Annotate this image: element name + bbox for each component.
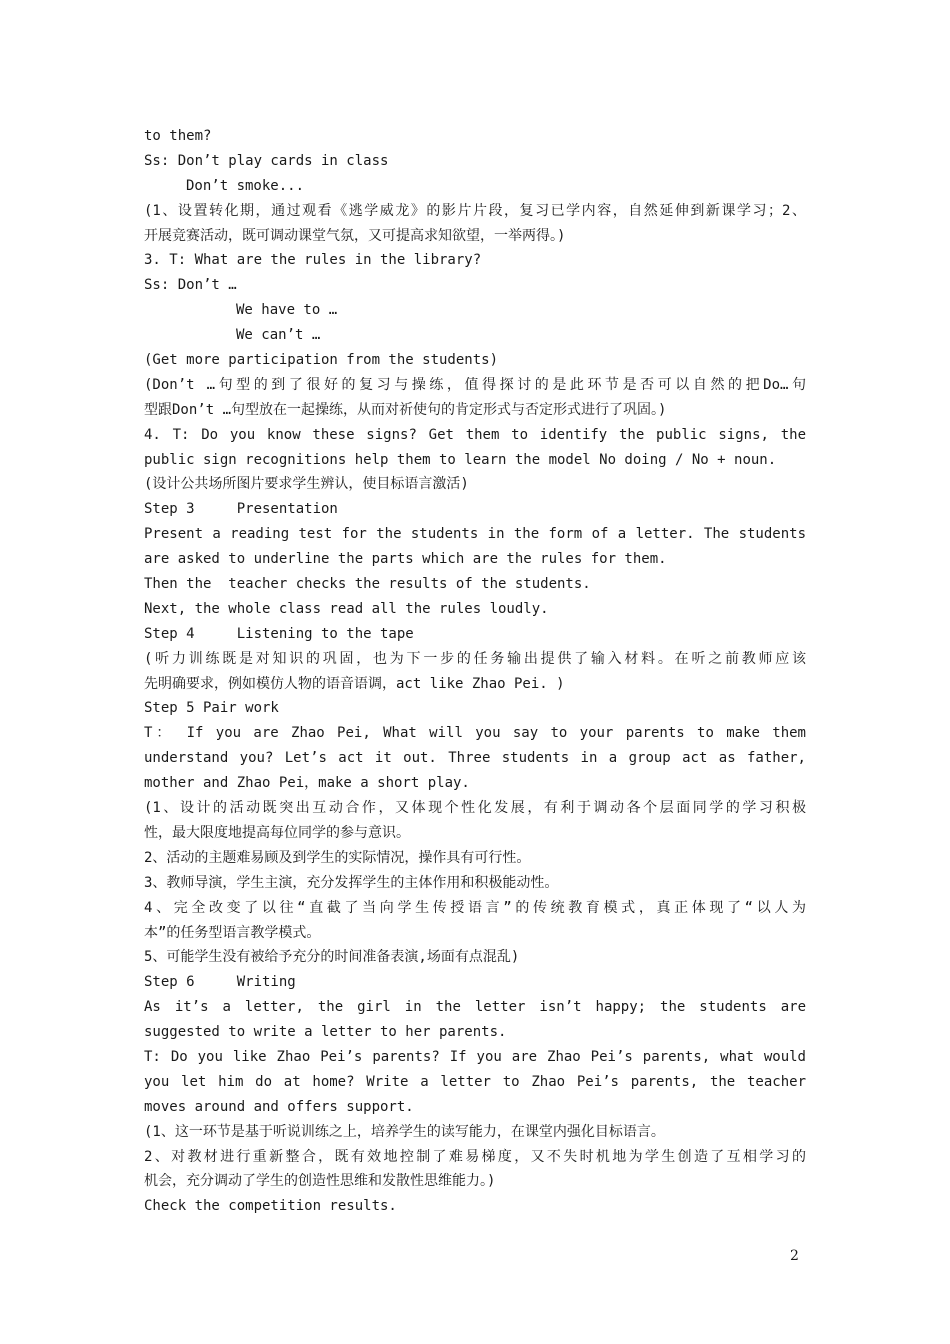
text-line: mother and Zhao Pei，make a short play. [144, 775, 470, 792]
text-line: are asked to underline the parts which are the rules for them. [144, 551, 667, 568]
text-line: T: Do you like Zhao Pei’s parents? If you are Zhao Pei’s parents, what would [144, 1048, 806, 1065]
text-line: 先明确要求，例如模仿人物的语音语调，act like Zhao Pei. ) [144, 675, 565, 692]
text-line: (1、这一环节是基于听说训练之上，培养学生的读写能力，在课堂内强化目标语言。 [144, 1123, 665, 1140]
text-line: (Don’t …句型的到了很好的复习与操练，值得探讨的是此环节是否可以自然的把Do…句 [144, 376, 806, 393]
text-line: public sign recognitions help them to learn the model No doing / No + noun. [144, 451, 777, 468]
text-line: 性，最大限度地提高每位同学的参与意识。 [144, 824, 410, 841]
text-line: 2、对教材进行重新整合，既有效地控制了难易梯度，又不失时机地为学生创造了互相学习的 [144, 1148, 806, 1165]
text-line: (Get more participation from the students) [144, 352, 499, 369]
text-line: (听力训练既是对知识的巩固，也为下一步的任务输出提供了输入材料。在听之前教师应该 [144, 650, 806, 667]
text-line: We can’t … [236, 327, 321, 344]
text-line: you let him do at home? Write a letter to Zhao Pei’s parents, the teacher [144, 1073, 806, 1090]
text-line: 2、活动的主题难易顾及到学生的实际情况，操作具有可行性。 [144, 849, 531, 866]
text-line: We have to … [236, 302, 338, 319]
text-line: 机会，充分调动了学生的创造性思维和发散性思维能力。) [144, 1173, 496, 1190]
document-page [144, 124, 806, 1219]
text-line: 3、教师导演，学生主演，充分发挥学生的主体作用和积极能动性。 [144, 874, 559, 891]
text-line: Ss: Don’t … [144, 277, 237, 294]
page-number: 2 [790, 1248, 799, 1264]
text-line: Ss: Don’t play cards in class [144, 152, 389, 169]
text-line: 开展竞赛活动，既可调动课堂气氛，又可提高求知欲望，一举两得。) [144, 227, 566, 244]
text-line: to them? [144, 128, 212, 144]
text-line: moves around and offers support. [144, 1098, 414, 1115]
text-line: As it’s a letter, the girl in the letter isn’t happy; the students are [144, 999, 806, 1016]
text-line: 本”的任务型语言教学模式。 [144, 924, 321, 941]
text-line: Next, the whole class read all the rules loudly. [144, 600, 549, 617]
text-line: (1、设置转化期，通过观看《逃学威龙》的影片片段，复习已学内容，自然延伸到新课学习；2、 [144, 202, 806, 219]
text-line: Step 3 Presentation [144, 501, 338, 518]
text-line: (设计公共场所图片要求学生辨认，使目标语言激活) [144, 476, 469, 493]
text-line: 3. T: What are the rules in the library? [144, 252, 482, 269]
text-line: 5、可能学生没有被给予充分的时间准备表演,场面有点混乱) [144, 949, 520, 966]
text-line: Check the competition results. [144, 1198, 397, 1215]
text-line: understand you? Let’s act it out. Three students in a group act as father, [144, 750, 806, 767]
text-line: suggested to write a letter to her parents. [144, 1024, 507, 1041]
text-line: Present a reading test for the students in the form of a letter. The students [144, 526, 806, 543]
text-line: Step 4 Listening to the tape [144, 625, 414, 642]
text-line: Step 5 Pair work [144, 700, 279, 717]
text-line: 4、完全改变了以往“直截了当向学生传授语言”的传统教育模式，真正体现了“以人为 [144, 899, 806, 916]
text-line: (1、设计的活动既突出互动合作，又体现个性化发展，有利于调动各个层面同学的学习积极 [144, 800, 806, 817]
text-line: Then the teacher checks the results of the students. [144, 576, 591, 593]
text-line: Don’t smoke... [186, 177, 305, 194]
text-line: 4. T: Do you know these signs? Get them to identify the public signs, the [144, 426, 806, 443]
text-line: 型跟Don’t …句型放在一起操练，从而对祈使句的肯定形式与否定形式进行了巩固。) [144, 401, 667, 418]
text-line: Step 6 Writing [144, 974, 296, 991]
text-line: T： If you are Zhao Pei, What will you say to your parents to make them [144, 725, 806, 742]
